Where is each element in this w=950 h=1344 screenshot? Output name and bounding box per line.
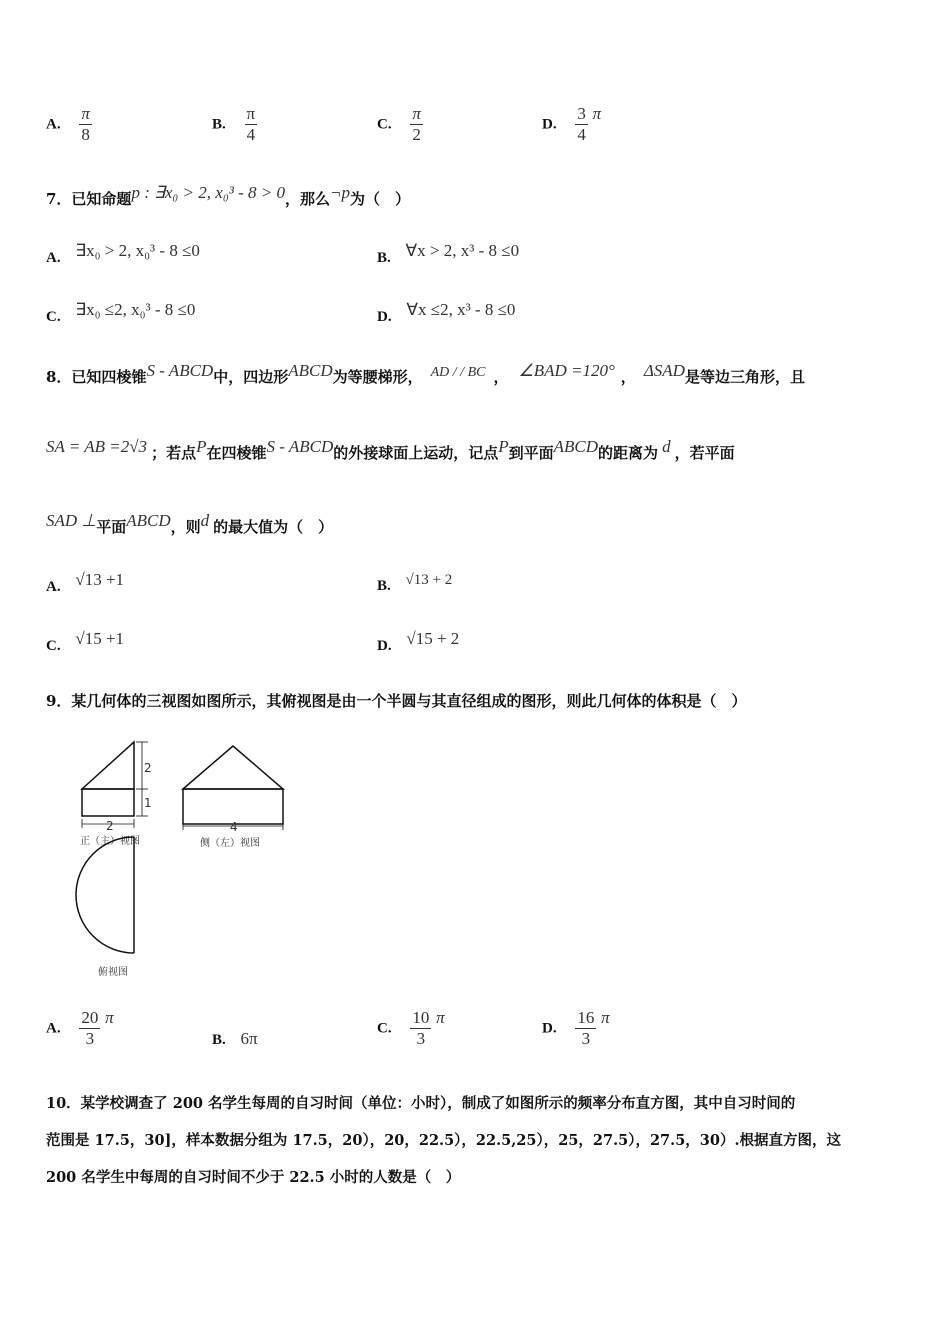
fraction: $\frac{3}{4}$ [577,104,586,144]
q6-option-d[interactable] [542,104,601,145]
side-triangle [183,746,283,789]
top-view [76,837,134,953]
fraction: $\frac{10}{3}$ [412,1008,430,1048]
q8-option-c[interactable]: C. √15 +1 [46,629,125,654]
dim-height-1: 1 [144,796,152,810]
fraction: $\frac{\pi}{8}$ [81,104,90,144]
front-dimensions [82,742,148,828]
fraction: $\frac{20}{3}$ [81,1008,99,1048]
q9-option-b[interactable]: B. 6π [212,1029,258,1048]
pi-suffix: π [436,1007,445,1027]
q8-option-a[interactable]: A. √13 +1 [46,570,125,595]
q8-line-1: 8．已知四棱锥S - ABCD中，四边形ABCD为等腰梯形， AD / / BC ， ∠BAD =120° ， ΔSAD是等边三角形，且 [46,361,805,386]
q9-option-c[interactable]: C. $\frac{10}{3}$ π [377,1007,445,1048]
q6-option-a[interactable] [46,104,92,145]
option-letter: C. [377,116,392,133]
fraction: $\frac{\pi}{2}$ [412,104,421,144]
side-view-label: 侧（左）视图 [200,838,260,849]
dim-width-side: 4 [230,820,238,834]
q8-option-b[interactable]: B. √13 + 2 [377,572,453,594]
q9-option-a[interactable]: A. $\frac{20}{3}$ π [46,1007,114,1048]
dim-width-front: 2 [106,819,114,833]
front-triangle [82,742,134,789]
top-view-label: 俯视图 [98,967,128,978]
side-rectangle [183,789,283,824]
front-rectangle [82,789,134,816]
q10-line-1: 10．某学校调查了 200 名学生每周的自习时间（单位：小时），制成了如图所示的频率分布直方图，其中自习时间的 [46,1095,796,1112]
top-semicircle [76,837,134,953]
q7-option-c[interactable]: C. ∃x₀ ≤2, x₀³ - 8 ≤0 [46,300,196,325]
q7-option-d[interactable]: D. ∀x ≤2, x³ - 8 ≤0 [377,300,516,325]
q8-line-2: SA = AB =2√3 ；若点P在四棱锥S - ABCD的外接球面上运动，记点P到平面ABCD的距离为 d ，若平面 [46,437,735,462]
front-view [82,742,134,816]
fraction: $\frac{16}{3}$ [577,1008,595,1048]
q6-option-b[interactable] [212,104,257,145]
option-letter: A. [46,116,61,133]
q9-stem: 9．某几何体的三视图如图所示，其俯视图是由一个半圆与其直径组成的图形，则此几何体的体积是（ ） [46,692,747,710]
q6-option-c[interactable] [377,104,423,145]
pi-suffix: π [592,103,602,123]
dim-height-2: 2 [144,761,152,775]
q10-line-3: 200 名学生中每周的自习时间不少于 22.5 小时的人数是（ ） [46,1169,461,1186]
q8-line-3: SAD ⊥平面ABCD，则d 的最大值为（ ） [46,511,334,536]
q8-option-d[interactable]: D. √15 + 2 [377,629,460,654]
fraction: $\frac{\pi}{4}$ [246,104,256,144]
option-letter: B. [212,116,226,133]
three-view-figure [70,735,300,985]
q7-option-b[interactable]: B. ∀x > 2, x³ - 8 ≤0 [377,241,520,266]
pi-suffix: π [105,1007,114,1027]
q7-option-a[interactable]: A. ∃x₀ > 2, x₀³ - 8 ≤0 [46,241,200,266]
q9-option-d[interactable]: D. $\frac{16}{3}$ π [542,1007,610,1048]
negation-p: ¬p [329,183,350,202]
proposition-p: p : ∃x₀ > 2, x₀³ - 8 > 0 [131,183,285,202]
q7-stem: 7．已知命题p : ∃x₀ > 2, x₀³ - 8 > 0，那么¬p为（ ） [46,183,410,208]
front-view-label: 正（主）视图 [80,836,140,847]
pi-suffix: π [601,1007,610,1027]
q10-line-2: 范围是 17.5，30]，样本数据分组为 17.5，20），20，22.5），22.5,25），25，27.5），27.5，30）.根据直方图，这 [46,1132,842,1149]
option-letter: D. [542,116,557,133]
side-view [183,746,283,824]
